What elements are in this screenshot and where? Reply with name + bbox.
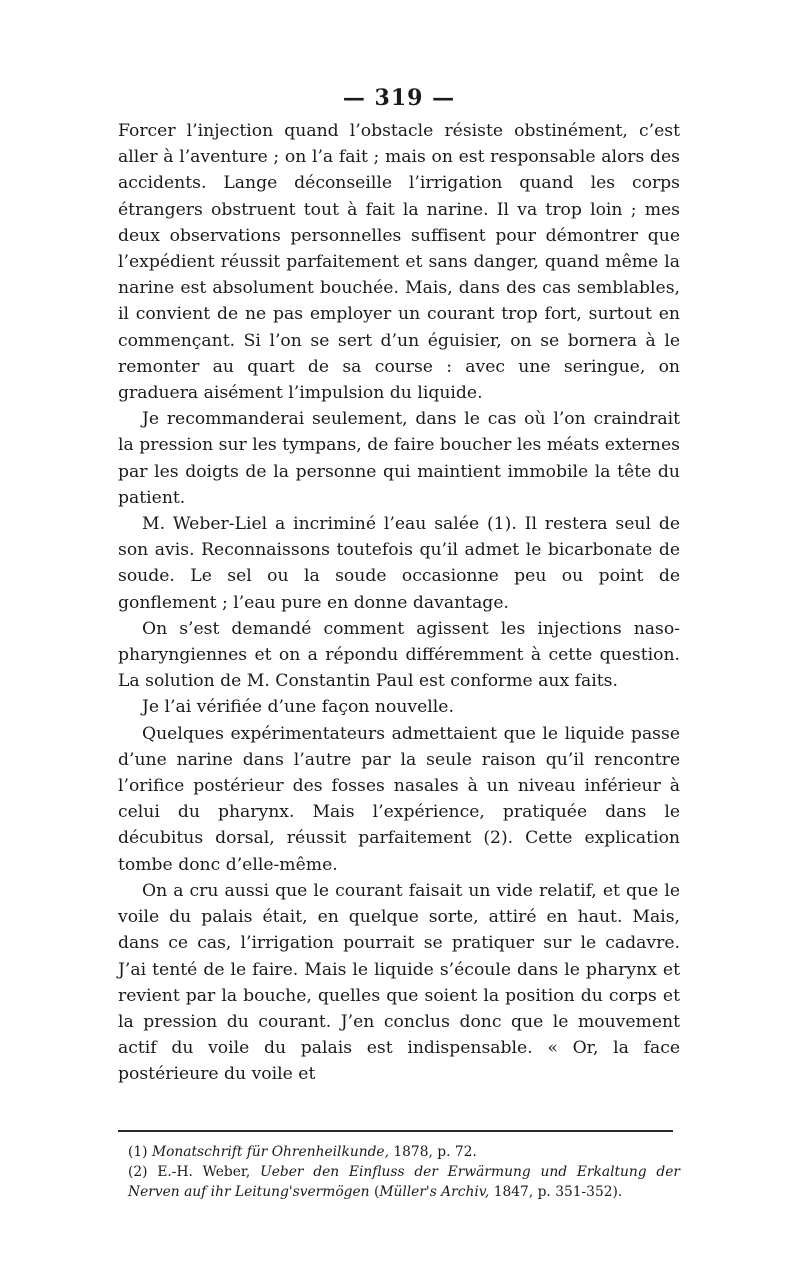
paragraph-1: Forcer l’injection quand l’obstacle résiste obstinément, c’est aller à l’aventure ; on l’a fait ; mais on est responsable alors des accidents. Lange déconseille l’irrigation quand les corps étrangers obstruent tout à fait la narine. Il va trop loin ; mes deux observations personnelles suffisent pour démontrer que l’expédient réussit parfaitement et sans danger, quand même la narine est absolument bouchée. Mais, dans des cas semblables, il convient de ne pas employer un courant trop fort, surtout en commençant. Si l’on se sert d’un éguisier, on se bornera à le remonter au quart de sa course : avec une seringue, on graduera aisément l’impulsion du liquide.: [118, 121, 680, 404]
paragraph-2: Je recommanderai seulement, dans le cas où l’on craindrait la pression sur les tympans, de faire boucher les méats externes par les doigts de la personne qui maintient immobile la tête du patient.: [118, 409, 680, 508]
footnote-2-author: E.-H. Weber,: [157, 1163, 251, 1180]
footnote-2: [118, 1162, 680, 1202]
footnote-1-journal: Monatschrift für Ohrenheilkunde,: [151, 1143, 389, 1160]
footnote-divider: [118, 1130, 673, 1132]
book-page: [118, 84, 680, 1202]
footnotes: [118, 1142, 680, 1202]
footnote-2-archive: Müller's Archiv,: [379, 1183, 490, 1200]
footnote-2-rest: 1847, p. 351-352).: [493, 1183, 623, 1200]
paragraph-3: M. Weber-Liel a incriminé l’eau salée (1). Il restera seul de son avis. Reconnaissons toutefois qu’il admet le bicarbonate de soude. Le sel ou la soude occasionne peu ou point de gonflement ; l’eau pure en donne davantage.: [118, 514, 680, 613]
footnote-2-marker: (2): [128, 1163, 148, 1180]
paragraph-6: Quelques expérimentateurs admettaient que le liquide passe d’une narine dans l’autre par la seule raison qu’il rencontre l’orifice postérieur des fosses nasales à un niveau inférieur à celui du pharynx. Mais l’expérience, pratiquée dans le décubitus dorsal, réussit parfaitement (2). Cette explication tombe donc d’elle-même.: [118, 723, 680, 875]
footnote-1: [118, 1142, 680, 1162]
footnote-2-archive-open: (: [373, 1183, 380, 1200]
body-text: [118, 118, 680, 1088]
paragraph-7: On a cru aussi que le courant faisait un vide relatif, et que le voile du palais était, en quelque sorte, attiré en haut. Mais, dans ce cas, l’irrigation pourrait se pratiquer sur le cadavre. J’ai tenté de le faire. Mais le liquide s’écoule dans le pharynx et revient par la bouche, quelles que soient la position du corps et la pression du courant. J’en conclus donc que le mouvement actif du voile du palais est indispensable. « Or, la face postérieure du voile et: [118, 880, 680, 1085]
footnote-1-marker: (1): [128, 1143, 148, 1160]
footnote-1-rest: 1878, p. 72.: [393, 1143, 477, 1160]
page-number: — 319 —: [342, 85, 456, 111]
paragraph-5: Je l’ai vérifiée d’une façon nouvelle.: [142, 697, 454, 718]
paragraph-4: On s’est demandé comment agissent les injections naso-pharyngiennes et on a répondu différemment à cette question. La solution de M. Constantin Paul est conforme aux faits.: [118, 618, 680, 692]
footnote-2-title: Ueber den Einfluss der Erwärmung und Erkaltung der Nerven auf ihr Leitung'svermögen: [128, 1163, 681, 1200]
